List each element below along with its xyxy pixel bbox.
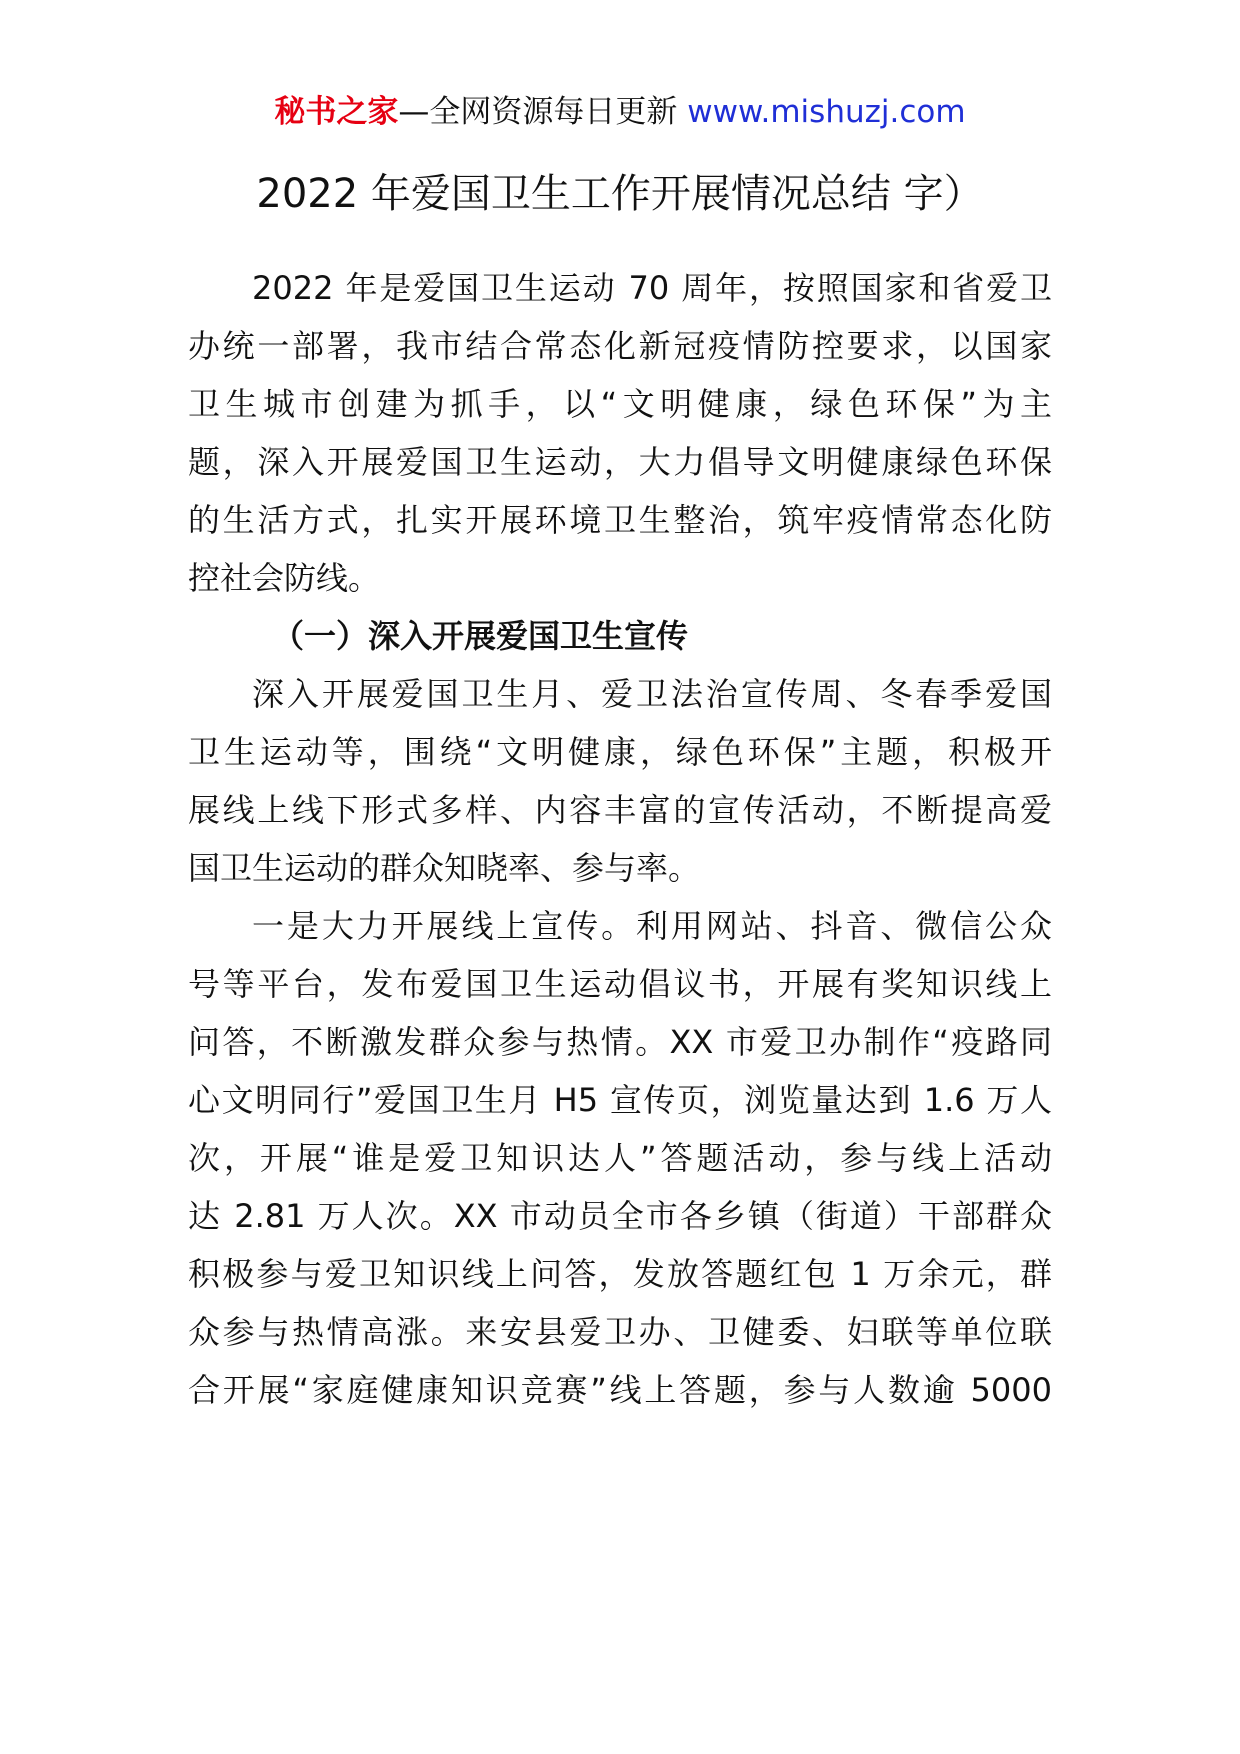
header-tagline: —全网资源每日更新 — [398, 94, 678, 130]
paragraph-line: 问答，不断激发群众参与热情。XX 市爱卫办制作“疫路同 — [188, 1023, 1052, 1061]
paragraph-line: 深入开展爱国卫生月、爱卫法治宣传周、冬春季爱国 — [252, 675, 1052, 713]
brand-name: 秘书之家 — [274, 94, 399, 130]
paragraph-line: 合开展“家庭健康知识竞赛”线上答题，参与人数逾 5000 — [188, 1371, 1052, 1409]
paragraph-line: 2022 年是爱国卫生运动 70 周年，按照国家和省爱卫 — [252, 269, 1052, 307]
paragraph-line: 积极参与爱卫知识线上问答，发放答题红包 1 万余元，群 — [188, 1255, 1052, 1293]
paragraph-line: 展线上线下形式多样、内容丰富的宣传活动，不断提高爱 — [188, 791, 1052, 829]
site-url-link[interactable]: www.mishuzj.com — [687, 94, 966, 130]
paragraph-line: 题，深入开展爱国卫生运动，大力倡导文明健康绿色环保 — [188, 443, 1052, 481]
paragraph-line: 的生活方式，扎实开展环境卫生整治，筑牢疫情常态化防 — [188, 501, 1052, 539]
paragraph-line: 办统一部署，我市结合常态化新冠疫情防控要求，以国家 — [188, 327, 1052, 365]
paragraph-line: 控社会防线。 — [188, 559, 381, 597]
paragraph-line: 次，开展“谁是爱卫知识达人”答题活动，参与线上活动 — [188, 1139, 1052, 1177]
paragraph-line: 心文明同行”爱国卫生月 H5 宣传页，浏览量达到 1.6 万人 — [188, 1081, 1052, 1119]
paragraph-line: 一是大力开展线上宣传。利用网站、抖音、微信公众 — [252, 907, 1052, 945]
paragraph-line: 国卫生运动的群众知晓率、参与率。 — [188, 849, 701, 887]
document-title: 2022 年爱国卫生工作开展情况总结 字） — [256, 171, 984, 217]
paragraph-line: 号等平台，发布爱国卫生运动倡议书，开展有奖知识线上 — [188, 965, 1052, 1003]
section-heading: （一）深入开展爱国卫生宣传 — [272, 617, 689, 655]
site-header — [0, 92, 1240, 132]
paragraph-line: 卫生运动等，围绕“文明健康，绿色环保”主题，积极开 — [188, 733, 1052, 771]
paragraph-line: 众参与热情高涨。来安县爱卫办、卫健委、妇联等单位联 — [188, 1313, 1052, 1351]
paragraph-line: 达 2.81 万人次。XX 市动员全市各乡镇（街道）干部群众 — [188, 1197, 1052, 1235]
paragraph-line: 卫生城市创建为抓手，以“文明健康，绿色环保”为主 — [188, 385, 1052, 423]
